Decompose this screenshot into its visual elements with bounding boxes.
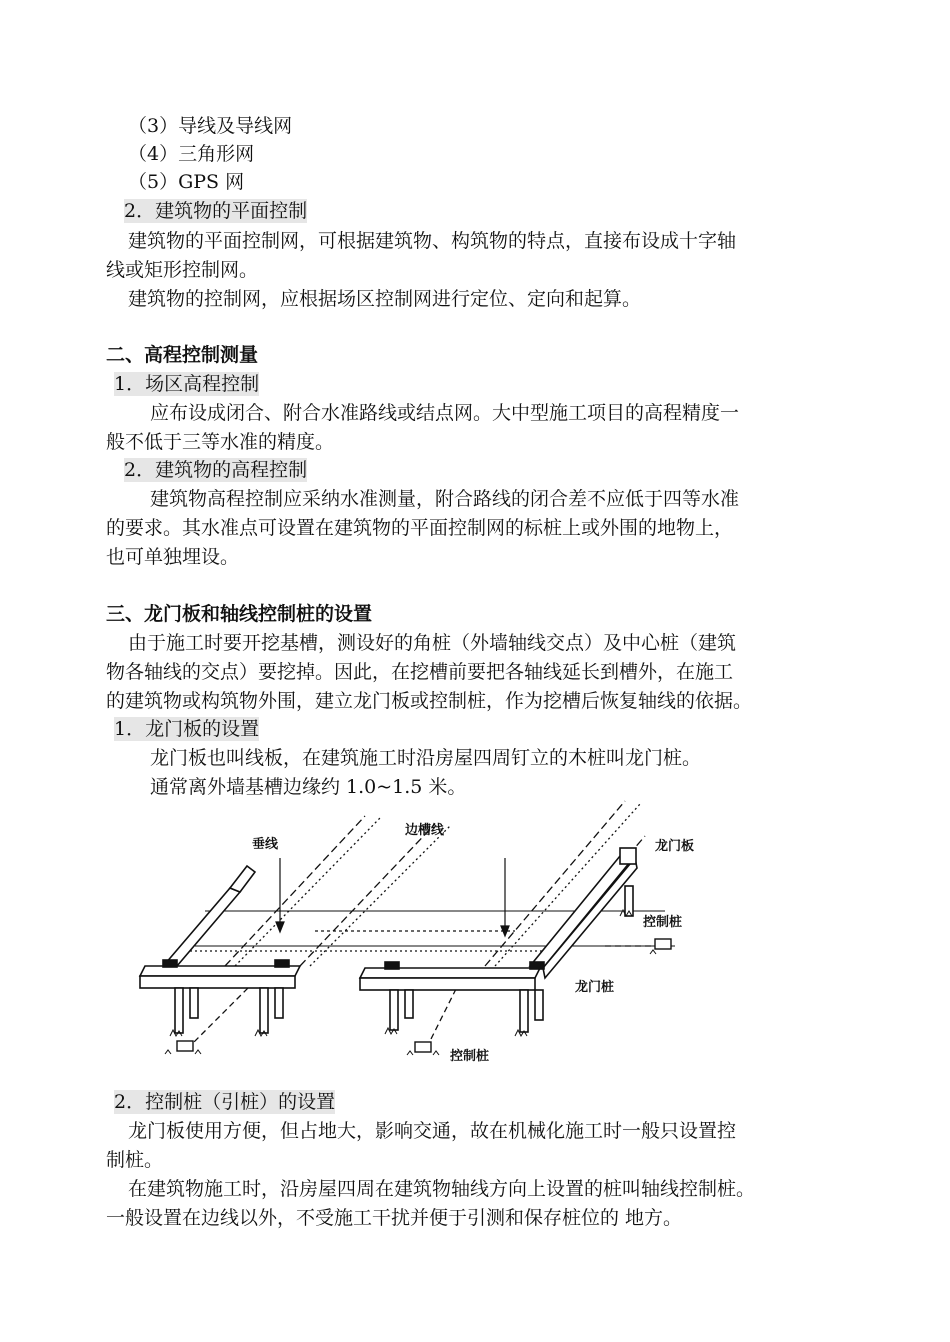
figure-label-control-peg-right: 控制桩 (643, 915, 683, 930)
figure-label-control-peg-bottom: 控制桩 (450, 1049, 490, 1064)
batter-board-figure (135, 796, 705, 1071)
paragraph-line: 通常离外墙基槽边缘约 1.0~1.5 米。 (150, 776, 467, 798)
paragraph-line: 建筑物的控制网，应根据场区控制网进行定位、定向和起算。 (128, 288, 642, 310)
paragraph-line: 建筑物的平面控制网，可根据建筑物、构筑物的特点，直接布设成十字轴 (128, 230, 737, 252)
paragraph-line: 由于施工时要开挖基槽，测设好的角桩（外墙轴线交点）及中心桩（建筑 (128, 632, 737, 654)
list-item: （4）三角形网 (128, 143, 255, 165)
subsection-title: 1．龙门板的设置 (114, 718, 260, 740)
figure-label-board: 龙门板 (655, 839, 695, 854)
paragraph-line: 在建筑物施工时，沿房屋四周在建筑物轴线方向上设置的桩叫轴线控制桩。 (128, 1178, 756, 1200)
subsection-title: 2．控制桩（引桩）的设置 (114, 1091, 336, 1113)
section-heading: 二、高程控制测量 (106, 344, 259, 366)
paragraph-line: 般不低于三等水准的精度。 (106, 431, 335, 453)
paragraph-line: 也可单独埋设。 (106, 546, 240, 568)
paragraph-line: 制桩。 (106, 1149, 164, 1171)
paragraph-line: 建筑物高程控制应采纳水准测量，附合路线的闭合差不应低于四等水准 (150, 488, 740, 510)
subsection-title: 1．场区高程控制 (114, 373, 260, 395)
paragraph-line: 应布设成闭合、附合水准路线或结点网。大中型施工项目的高程精度一 (150, 402, 740, 424)
figure-label-post: 龙门桩 (575, 980, 615, 995)
paragraph-line: 的要求。其水准点可设置在建筑物的平面控制网的标桩上或外围的地物上， (106, 517, 734, 539)
list-item: （3）导线及导线网 (128, 115, 293, 137)
paragraph-line: 的建筑物或构筑物外围，建立龙门板或控制桩，作为挖槽后恢复轴线的依据。 (106, 690, 753, 712)
paragraph-line: 龙门板使用方便，但占地大，影响交通，故在机械化施工时一般只设置控 (128, 1120, 737, 1142)
subsection-title: 2．建筑物的高程控制 (124, 459, 308, 481)
paragraph-line: 物各轴线的交点）要挖掉。因此，在挖槽前要把各轴线延长到槽外，在施工 (106, 661, 734, 683)
paragraph-line: 龙门板也叫线板，在建筑施工时沿房屋四周钉立的木桩叫龙门桩。 (150, 747, 702, 769)
figure-label-trench: 边槽线 (405, 823, 445, 838)
section-heading: 三、龙门板和轴线控制桩的设置 (106, 603, 373, 625)
figure-label-plumb: 垂线 (252, 837, 279, 852)
list-item: （5）GPS 网 (128, 171, 245, 193)
paragraph-line: 一般设置在边线以外，不受施工干扰并便于引测和保存桩位的 地方。 (106, 1207, 683, 1229)
paragraph-line: 线或矩形控制网。 (106, 259, 259, 281)
subsection-title: 2．建筑物的平面控制 (124, 200, 308, 222)
